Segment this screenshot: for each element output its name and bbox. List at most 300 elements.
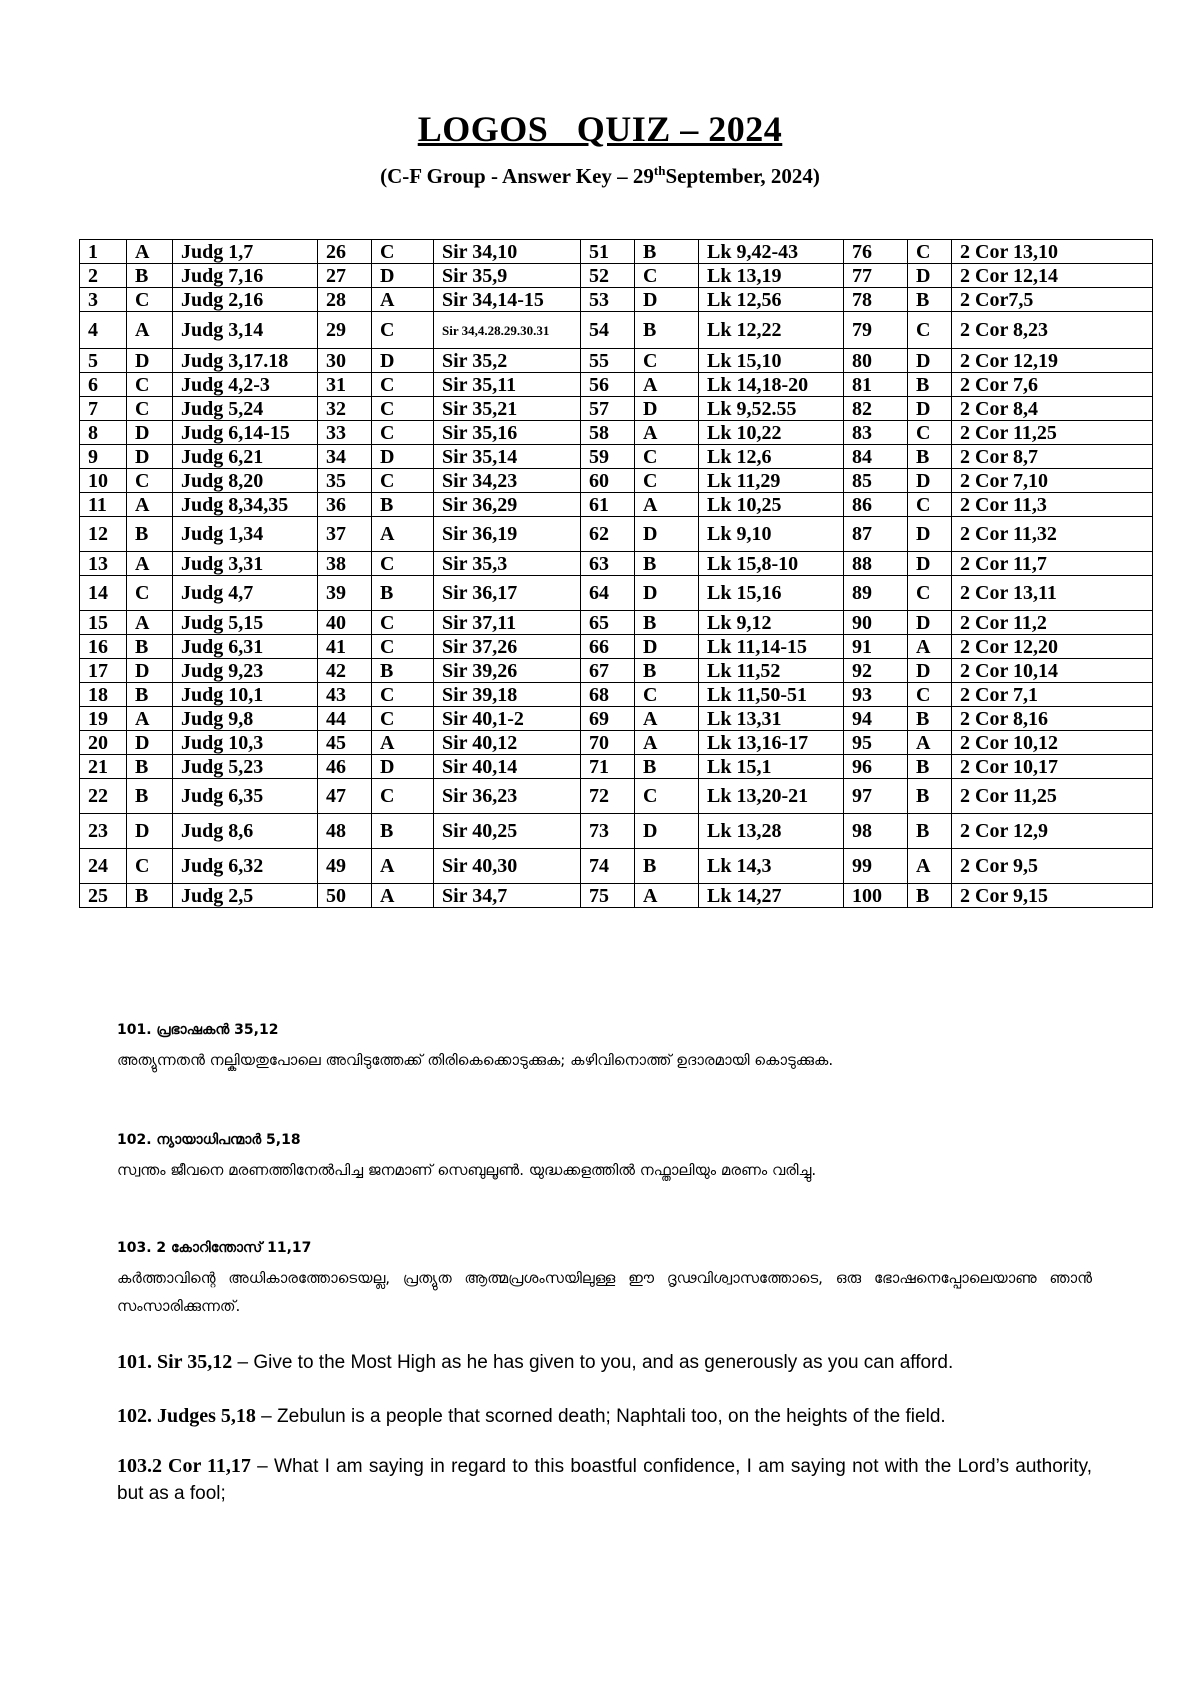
question-number: 35	[318, 469, 372, 493]
question-number: 58	[581, 421, 635, 445]
question-number: 51	[581, 240, 635, 264]
scripture-reference: Lk 11,52	[699, 659, 844, 683]
answer-letter: B	[908, 755, 952, 779]
question-number: 61	[581, 493, 635, 517]
question-number: 54	[581, 312, 635, 349]
table-row	[80, 731, 1153, 755]
scripture-reference: 2 Cor 13,10	[952, 240, 1153, 264]
answer-letter: C	[635, 469, 699, 493]
table-row	[80, 288, 1153, 312]
answer-letter: C	[127, 469, 173, 493]
scripture-reference: Judg 5,23	[173, 755, 318, 779]
table-row	[80, 635, 1153, 659]
scripture-reference: 2 Cor 12,14	[952, 264, 1153, 288]
scripture-reference: Lk 12,22	[699, 312, 844, 349]
scripture-reference: Sir 40,14	[434, 755, 581, 779]
scripture-reference: 2 Cor 10,17	[952, 755, 1153, 779]
question-number: 65	[581, 611, 635, 635]
question-number: 86	[844, 493, 908, 517]
question-number: 55	[581, 349, 635, 373]
answer-letter: B	[372, 814, 434, 849]
answer-letter: C	[372, 779, 434, 814]
scripture-reference: Judg 3,14	[173, 312, 318, 349]
answer-letter: A	[908, 635, 952, 659]
scripture-reference: Judg 2,16	[173, 288, 318, 312]
question-number: 15	[80, 611, 127, 635]
question-number: 82	[844, 397, 908, 421]
scripture-reference: Lk 15,16	[699, 576, 844, 611]
question-number: 89	[844, 576, 908, 611]
question-number: 47	[318, 779, 372, 814]
table-row	[80, 312, 1153, 349]
answer-letter: D	[127, 814, 173, 849]
question-number: 70	[581, 731, 635, 755]
scripture-reference: Sir 39,18	[434, 683, 581, 707]
malayalam-verse-102	[117, 1132, 1092, 1184]
scripture-reference: 2 Cor 8,7	[952, 445, 1153, 469]
question-number: 11	[80, 493, 127, 517]
scripture-reference: 2 Cor 11,25	[952, 421, 1153, 445]
question-number: 24	[80, 849, 127, 884]
answer-letter: C	[127, 576, 173, 611]
answer-letter: A	[127, 493, 173, 517]
scripture-reference: Sir 37,26	[434, 635, 581, 659]
question-number: 96	[844, 755, 908, 779]
scripture-reference: 2 Cor 12,20	[952, 635, 1153, 659]
answer-letter: B	[908, 288, 952, 312]
scripture-reference: Lk 14,3	[699, 849, 844, 884]
answer-letter: D	[127, 659, 173, 683]
answer-letter: B	[908, 884, 952, 908]
answer-letter: D	[908, 349, 952, 373]
question-number: 28	[318, 288, 372, 312]
table-row	[80, 517, 1153, 552]
question-number: 42	[318, 659, 372, 683]
question-number: 69	[581, 707, 635, 731]
question-number: 81	[844, 373, 908, 397]
scripture-reference: Judg 5,15	[173, 611, 318, 635]
question-number: 21	[80, 755, 127, 779]
answer-letter: D	[127, 445, 173, 469]
scripture-reference: Lk 13,16-17	[699, 731, 844, 755]
question-number: 72	[581, 779, 635, 814]
question-number: 77	[844, 264, 908, 288]
answer-letter: B	[127, 755, 173, 779]
question-number: 60	[581, 469, 635, 493]
question-number: 79	[844, 312, 908, 349]
question-number: 57	[581, 397, 635, 421]
subtitle-sup: th	[653, 163, 666, 178]
answer-letter: D	[635, 814, 699, 849]
table-row	[80, 611, 1153, 635]
scripture-reference: Sir 34,4.28.29.30.31	[434, 312, 581, 349]
scripture-reference: Lk 11,14-15	[699, 635, 844, 659]
table-row	[80, 814, 1153, 849]
scripture-reference: Lk 12,6	[699, 445, 844, 469]
answer-letter: B	[635, 240, 699, 264]
answer-letter: A	[908, 849, 952, 884]
scripture-reference: Lk 9,42-43	[699, 240, 844, 264]
answer-letter: A	[635, 373, 699, 397]
answer-letter: D	[908, 552, 952, 576]
table-row	[80, 373, 1153, 397]
answer-letter: D	[908, 397, 952, 421]
answer-letter: C	[372, 552, 434, 576]
scripture-reference: Judg 10,3	[173, 731, 318, 755]
scripture-reference: 2 Cor 11,25	[952, 779, 1153, 814]
table-row	[80, 397, 1153, 421]
scripture-reference: Sir 40,25	[434, 814, 581, 849]
answer-letter: B	[127, 264, 173, 288]
question-number: 46	[318, 755, 372, 779]
answer-letter: B	[635, 755, 699, 779]
answer-letter: C	[908, 576, 952, 611]
answer-letter: C	[635, 349, 699, 373]
question-number: 9	[80, 445, 127, 469]
scripture-reference: 2 Cor 9,15	[952, 884, 1153, 908]
scripture-reference: Judg 6,31	[173, 635, 318, 659]
question-number: 1	[80, 240, 127, 264]
verse-text: സ്വന്തം ജീവനെ മരണത്തിനേൽപിച്ച ജനമാണ് സെബുലൂൺ. യുദ്ധക്കളത്തിൽ നഫ്താലിയും മരണം വരിച്ചു.	[117, 1161, 817, 1179]
answer-letter: D	[635, 517, 699, 552]
scripture-reference: Judg 6,32	[173, 849, 318, 884]
answer-letter: C	[127, 288, 173, 312]
question-number: 17	[80, 659, 127, 683]
scripture-reference: Sir 40,1-2	[434, 707, 581, 731]
question-number: 45	[318, 731, 372, 755]
question-number: 6	[80, 373, 127, 397]
scripture-reference: Lk 9,12	[699, 611, 844, 635]
answer-letter: A	[635, 884, 699, 908]
question-number: 27	[318, 264, 372, 288]
scripture-reference: Lk 13,28	[699, 814, 844, 849]
answer-letter: C	[127, 397, 173, 421]
question-number: 29	[318, 312, 372, 349]
question-number: 87	[844, 517, 908, 552]
question-number: 38	[318, 552, 372, 576]
question-number: 73	[581, 814, 635, 849]
question-number: 12	[80, 517, 127, 552]
table-row	[80, 576, 1153, 611]
answer-letter: C	[372, 421, 434, 445]
answer-letter: C	[635, 779, 699, 814]
question-number: 68	[581, 683, 635, 707]
question-number: 95	[844, 731, 908, 755]
answer-letter: B	[127, 884, 173, 908]
question-number: 62	[581, 517, 635, 552]
question-number: 100	[844, 884, 908, 908]
subtitle-before: (C-F Group - Answer Key – 29	[380, 164, 654, 188]
scripture-reference: Sir 35,2	[434, 349, 581, 373]
scripture-reference: Sir 36,23	[434, 779, 581, 814]
scripture-reference: Judg 9,8	[173, 707, 318, 731]
question-number: 78	[844, 288, 908, 312]
scripture-reference: Judg 1,7	[173, 240, 318, 264]
answer-letter: C	[127, 849, 173, 884]
english-verse-103	[117, 1453, 1092, 1507]
answer-letter: B	[372, 493, 434, 517]
scripture-reference: 2 Cor 7,1	[952, 683, 1153, 707]
answer-key-body	[80, 240, 1153, 908]
question-number: 41	[318, 635, 372, 659]
answer-letter: A	[372, 849, 434, 884]
scripture-reference: Sir 34,23	[434, 469, 581, 493]
question-number: 13	[80, 552, 127, 576]
question-number: 23	[80, 814, 127, 849]
scripture-reference: Judg 6,21	[173, 445, 318, 469]
answer-letter: D	[635, 576, 699, 611]
table-row	[80, 755, 1153, 779]
scripture-reference: Sir 36,17	[434, 576, 581, 611]
question-number: 7	[80, 397, 127, 421]
question-number: 22	[80, 779, 127, 814]
table-row	[80, 421, 1153, 445]
scripture-reference: 2 Cor 13,11	[952, 576, 1153, 611]
verse-text: – Zebulun is a people that scorned death; Naphtali too, on the heights of the field.	[255, 1406, 946, 1427]
scripture-reference: Lk 13,31	[699, 707, 844, 731]
scripture-reference: Judg 8,34,35	[173, 493, 318, 517]
answer-letter: C	[635, 445, 699, 469]
scripture-reference: 2 Cor 12,9	[952, 814, 1153, 849]
question-number: 91	[844, 635, 908, 659]
question-number: 43	[318, 683, 372, 707]
answer-letter: D	[372, 349, 434, 373]
question-number: 33	[318, 421, 372, 445]
question-number: 40	[318, 611, 372, 635]
table-row	[80, 493, 1153, 517]
scripture-reference: 2 Cor 8,23	[952, 312, 1153, 349]
answer-letter: B	[635, 611, 699, 635]
question-number: 92	[844, 659, 908, 683]
scripture-reference: Judg 5,24	[173, 397, 318, 421]
answer-letter: C	[372, 707, 434, 731]
page-title: LOGOS QUIZ – 2024	[417, 109, 783, 149]
verse-heading: 102. ന്യായാധിപന്മാർ 5,18	[117, 1132, 301, 1148]
table-row	[80, 552, 1153, 576]
question-number: 39	[318, 576, 372, 611]
answer-letter: C	[372, 373, 434, 397]
answer-letter: A	[908, 731, 952, 755]
scripture-reference: Sir 34,10	[434, 240, 581, 264]
question-number: 74	[581, 849, 635, 884]
question-number: 18	[80, 683, 127, 707]
answer-letter: B	[635, 849, 699, 884]
question-number: 36	[318, 493, 372, 517]
answer-letter: A	[635, 493, 699, 517]
question-number: 59	[581, 445, 635, 469]
answer-letter: A	[127, 707, 173, 731]
scripture-reference: Sir 36,19	[434, 517, 581, 552]
scripture-reference: Sir 35,14	[434, 445, 581, 469]
answer-letter: D	[372, 264, 434, 288]
question-number: 93	[844, 683, 908, 707]
answer-letter: B	[908, 814, 952, 849]
scripture-reference: 2 Cor 11,7	[952, 552, 1153, 576]
scripture-reference: 2 Cor7,5	[952, 288, 1153, 312]
question-number: 97	[844, 779, 908, 814]
answer-letter: B	[908, 707, 952, 731]
answer-letter: D	[635, 635, 699, 659]
question-number: 48	[318, 814, 372, 849]
scripture-reference: Sir 35,21	[434, 397, 581, 421]
english-verse-101	[117, 1349, 1092, 1376]
answer-letter: A	[127, 240, 173, 264]
answer-letter: A	[127, 611, 173, 635]
verse-text: – Give to the Most High as he has given to you, and as generously as you can afford.	[232, 1352, 954, 1373]
answer-letter: C	[372, 240, 434, 264]
answer-letter: C	[908, 421, 952, 445]
verse-text: – What I am saying in regard to this boastful confidence, I am saying not with the Lord’s authority, but as a fool;	[117, 1456, 1092, 1504]
question-number: 34	[318, 445, 372, 469]
scripture-reference: Sir 34,14-15	[434, 288, 581, 312]
question-number: 5	[80, 349, 127, 373]
question-number: 50	[318, 884, 372, 908]
question-number: 37	[318, 517, 372, 552]
scripture-reference: Judg 3,17.18	[173, 349, 318, 373]
scripture-reference: Judg 8,6	[173, 814, 318, 849]
table-row	[80, 445, 1153, 469]
verse-heading: 101. പ്രഭാഷകൻ 35,12	[117, 1022, 279, 1038]
question-number: 10	[80, 469, 127, 493]
answer-letter: A	[372, 731, 434, 755]
answer-letter: B	[908, 445, 952, 469]
scripture-reference: Lk 14,18-20	[699, 373, 844, 397]
answer-letter: A	[635, 731, 699, 755]
verse-text: കർത്താവിന്റെ അധികാരത്തോടെയല്ല, പ്രത്യുത ആത്മപ്രശംസയിലുള്ള ഈ ദൃഢവിശ്വാസത്തോടെ, ഒരു ഭോഷനെപ്പോലെയാണു ഞാൻ സംസാരിക്കുന്നത്.	[117, 1269, 1092, 1315]
answer-letter: C	[372, 469, 434, 493]
question-number: 67	[581, 659, 635, 683]
answer-letter: C	[372, 312, 434, 349]
scripture-reference: Lk 15,1	[699, 755, 844, 779]
scripture-reference: 2 Cor 11,3	[952, 493, 1153, 517]
scripture-reference: Lk 11,29	[699, 469, 844, 493]
answer-letter: C	[908, 683, 952, 707]
question-number: 88	[844, 552, 908, 576]
answer-letter: D	[908, 611, 952, 635]
scripture-reference: Judg 3,31	[173, 552, 318, 576]
malayalam-verse-103	[117, 1240, 1092, 1320]
answer-letter: B	[635, 312, 699, 349]
scripture-reference: 2 Cor 11,2	[952, 611, 1153, 635]
question-number: 25	[80, 884, 127, 908]
answer-letter: A	[127, 312, 173, 349]
scripture-reference: Judg 4,2-3	[173, 373, 318, 397]
table-row	[80, 469, 1153, 493]
answer-letter: A	[127, 552, 173, 576]
answer-letter: A	[635, 421, 699, 445]
question-number: 94	[844, 707, 908, 731]
answer-letter: A	[635, 707, 699, 731]
scripture-reference: Judg 1,34	[173, 517, 318, 552]
answer-letter: C	[127, 373, 173, 397]
answer-letter: B	[127, 779, 173, 814]
question-number: 2	[80, 264, 127, 288]
question-number: 30	[318, 349, 372, 373]
scripture-reference: Sir 35,16	[434, 421, 581, 445]
english-verse-102	[117, 1403, 1092, 1430]
scripture-reference: Judg 8,20	[173, 469, 318, 493]
question-number: 31	[318, 373, 372, 397]
answer-letter: C	[908, 312, 952, 349]
question-number: 80	[844, 349, 908, 373]
answer-letter: B	[908, 779, 952, 814]
question-number: 26	[318, 240, 372, 264]
scripture-reference: Lk 9,10	[699, 517, 844, 552]
scripture-reference: Sir 37,11	[434, 611, 581, 635]
verse-text: അത്യുന്നതൻ നല്കിയതുപോലെ അവിടുത്തേക്ക് തിരികെക്കൊടുക്കുക; കഴിവിനൊത്ത് ഉദാരമായി കൊടുക്കുക.	[117, 1051, 834, 1069]
scripture-reference: Sir 39,26	[434, 659, 581, 683]
answer-letter: B	[372, 659, 434, 683]
question-number: 83	[844, 421, 908, 445]
scripture-reference: Sir 40,12	[434, 731, 581, 755]
answer-letter: D	[372, 445, 434, 469]
answer-letter: C	[635, 683, 699, 707]
question-number: 19	[80, 707, 127, 731]
scripture-reference: Lk 15,8-10	[699, 552, 844, 576]
answer-letter: D	[908, 659, 952, 683]
answer-letter: C	[908, 240, 952, 264]
scripture-reference: Lk 14,27	[699, 884, 844, 908]
table-row	[80, 707, 1153, 731]
answer-letter: C	[908, 493, 952, 517]
question-number: 75	[581, 884, 635, 908]
answer-letter: D	[635, 288, 699, 312]
scripture-reference: 2 Cor 8,16	[952, 707, 1153, 731]
scripture-reference: Lk 11,50-51	[699, 683, 844, 707]
verse-ref: 102. Judges 5,18	[117, 1405, 256, 1427]
scripture-reference: Lk 9,52.55	[699, 397, 844, 421]
table-row	[80, 240, 1153, 264]
scripture-reference: Judg 9,23	[173, 659, 318, 683]
answer-letter: C	[372, 397, 434, 421]
answer-letter: D	[127, 421, 173, 445]
table-row	[80, 683, 1153, 707]
verse-ref: 103.2 Cor 11,17	[117, 1455, 251, 1477]
question-number: 99	[844, 849, 908, 884]
answer-letter: D	[372, 755, 434, 779]
answer-letter: A	[372, 884, 434, 908]
answer-letter: C	[372, 683, 434, 707]
scripture-reference: Sir 40,30	[434, 849, 581, 884]
scripture-reference: 2 Cor 9,5	[952, 849, 1153, 884]
scripture-reference: Lk 15,10	[699, 349, 844, 373]
question-number: 14	[80, 576, 127, 611]
scripture-reference: 2 Cor 10,14	[952, 659, 1153, 683]
verse-heading: 103. 2 കോറിന്തോസ് 11,17	[117, 1240, 312, 1256]
scripture-reference: 2 Cor 12,19	[952, 349, 1153, 373]
answer-letter: D	[635, 397, 699, 421]
question-number: 84	[844, 445, 908, 469]
question-number: 32	[318, 397, 372, 421]
question-number: 66	[581, 635, 635, 659]
answer-letter: B	[372, 576, 434, 611]
answer-letter: A	[372, 288, 434, 312]
question-number: 52	[581, 264, 635, 288]
question-number: 20	[80, 731, 127, 755]
scripture-reference: Sir 35,3	[434, 552, 581, 576]
question-number: 63	[581, 552, 635, 576]
page-subtitle	[0, 163, 1200, 189]
scripture-reference: 2 Cor 7,10	[952, 469, 1153, 493]
answer-letter: B	[635, 659, 699, 683]
answer-letter: D	[127, 731, 173, 755]
answer-letter: B	[635, 552, 699, 576]
scripture-reference: Lk 10,22	[699, 421, 844, 445]
answer-letter: D	[127, 349, 173, 373]
table-row	[80, 884, 1153, 908]
scripture-reference: Sir 35,9	[434, 264, 581, 288]
answer-letter: B	[127, 517, 173, 552]
